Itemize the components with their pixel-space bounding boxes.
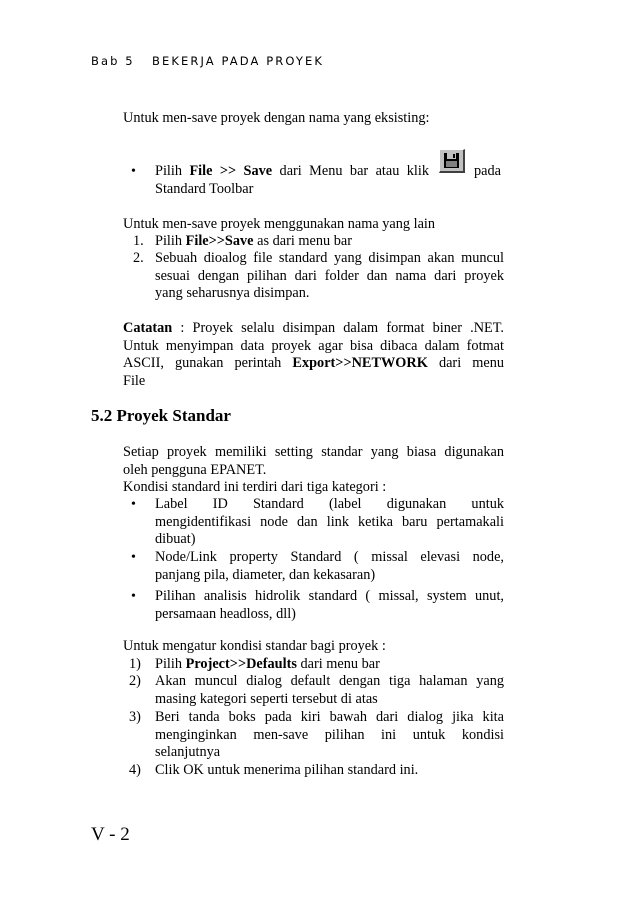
saveas-item-1-menu: File>>Save (185, 233, 254, 249)
category-bullet-line: Pilihan analisis hidrolik standard ( missal, system unut, (155, 588, 504, 604)
step-num-4: 4) (129, 762, 141, 778)
saveas-item-1-post: as dari menu bar (257, 233, 352, 249)
category-bullet-line: Node/Link property Standard ( missal elevasi node, (155, 549, 504, 565)
step-num-1: 1) (129, 656, 141, 672)
step-2-line: masing kategori seperti tersebut di atas (155, 690, 378, 707)
step-num-3: 3) (129, 709, 141, 725)
section-paragraph-line: Setiap proyek memiliki setting standar yang biasa digunakan (123, 444, 504, 460)
saveas-item-2-line: Sebuah dioalog file standard yang disimpan akan muncul (155, 250, 504, 266)
page-number: V - 2 (91, 824, 130, 845)
floppy-disk-save-icon (439, 149, 465, 173)
step-1-menu: Project>>Defaults (185, 656, 297, 672)
bullet-save-menu: File >> Save (189, 163, 273, 179)
saveas-item-2 (155, 250, 504, 303)
step-num-2: 2) (129, 673, 141, 689)
running-header (91, 54, 324, 68)
note-line: dari menu (438, 355, 504, 371)
saveas-item-2-line: sesuai dengan pilihan dari folder dan nama dari proyek (155, 267, 504, 284)
bullet-symbol: • (131, 589, 136, 604)
category-bullet-line: panjang pila, diameter, dan kekasaran) (155, 566, 376, 583)
step-3-line: Beri tanda boks pada kiri bawah dari dialog jika kita (155, 709, 504, 725)
bullet-save-mid: dari Menu bar atau klik (279, 163, 430, 179)
note-export-menu: Export>>NETWORK (292, 355, 428, 371)
step-3-line: menginginkan men-save pilihan ini untuk kondisi (155, 726, 504, 743)
saveas-num-1: 1. (133, 233, 144, 249)
note-label: Catatan (123, 320, 173, 336)
step-3-line: selanjutnya (155, 744, 221, 760)
note-line: : Proyek selalu disimpan dalam format biner .NET. (180, 320, 504, 336)
saveas-item-1 (155, 233, 352, 251)
section-paragraph-line: oleh pengguna EPANET. (123, 461, 267, 478)
chapter-label: Bab 5 (91, 54, 135, 68)
bullet-save-pre: Pilih (155, 163, 183, 179)
saveas-item-1-pre: Pilih (155, 233, 183, 249)
bullet-save-post: pada (474, 163, 501, 179)
step-2-line: Akan muncul dialog default dengan tiga halaman yang (155, 673, 504, 689)
step-4: Clik OK untuk menerima pilihan standard ini. (155, 762, 419, 778)
note-paragraph (123, 320, 504, 390)
saveas-num-2: 2. (133, 250, 144, 266)
category-bullet (155, 588, 504, 623)
step-1-pre: Pilih (155, 656, 183, 672)
category-bullet (155, 496, 504, 549)
intro-text: Untuk men-save proyek dengan nama yang eksisting: (123, 110, 430, 126)
steps-intro: Untuk mengatur kondisi standar bagi proyek : (123, 638, 386, 654)
section-heading: 5.2 Proyek Standar (91, 406, 231, 425)
category-bullet (155, 549, 504, 584)
category-bullet-line: persamaan headloss, dll) (155, 605, 296, 622)
category-bullet-line: dibuat) (155, 531, 196, 547)
bullet-save-line1 (155, 163, 429, 181)
note-line: File (123, 372, 146, 389)
step-1 (155, 656, 380, 674)
chapter-title: BEKERJA PADA PROYEK (152, 54, 324, 68)
saveas-item-2-line: yang seharusnya disimpan. (155, 285, 310, 301)
section-paragraph (123, 444, 504, 497)
category-bullet-line: Label ID Standard (label digunakan untuk (155, 496, 504, 512)
saveas-intro: Untuk men-save proyek menggunakan nama yang lain (123, 216, 436, 232)
step-1-post: dari menu bar (300, 656, 380, 672)
note-line: ASCII, gunakan perintah (123, 355, 282, 371)
step-3 (155, 709, 504, 762)
bullet-symbol: • (131, 550, 136, 565)
bullet-symbol: • (131, 497, 136, 512)
section-paragraph-line: Kondisi standard ini terdiri dari tiga kategori : (123, 479, 387, 495)
bullet-save-line2: Standard Toolbar (155, 181, 254, 197)
note-line: Untuk menyimpan data proyek agar bisa dibaca dalam fotmat (123, 337, 504, 354)
bullet-symbol: • (131, 164, 136, 179)
step-2 (155, 673, 504, 708)
category-bullet-line: mengidentifikasi node dan link ketika baru pertamakali (155, 513, 504, 530)
